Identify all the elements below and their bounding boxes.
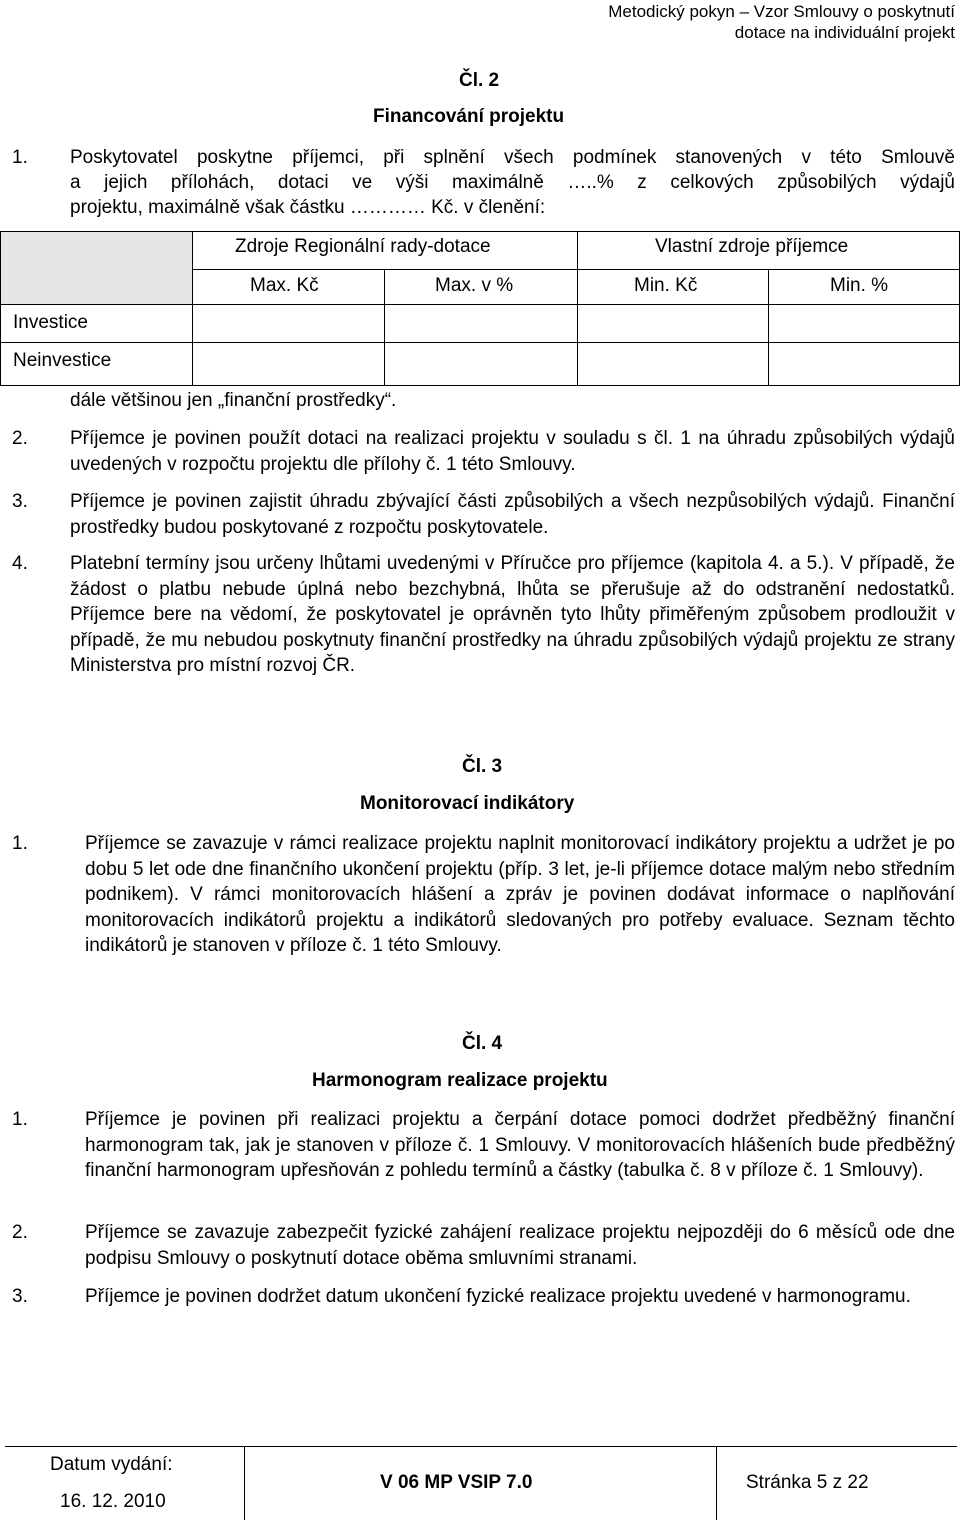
art4-p3-text: Příjemce je povinen dodržet datum ukončení fyzické realizace projektu uvedené v harmonogramu. xyxy=(85,1286,911,1307)
article-2-title: Financování projektu xyxy=(373,106,565,127)
article-3-title: Monitorovací indikátory xyxy=(360,793,575,814)
art4-p1-text: Příjemce je povinen při realizaci projektu a čerpání dotace pomoci dodržet předběžný finanční harmonogram tak, jak je stanoven v příloze č. 1 Smlouvy. V monitorovacích hlášeních bude předběžný finanční harmonogram upřesňován z pohledu termínů a částky (tabulka č. 8 v příloze č. 1 Smlouvy). xyxy=(85,1109,955,1181)
art2-p4-text: Platební termíny jsou určeny lhůtami uvedenými v Příručce pro příjemce (kapitola 4. a 5.). V případě, že žádost o platbu nebude úplná nebo bezchybná, lhůta se přerušuje až do odstranění nedostatků. Příjemce bere na vědomí, že poskytovatel je oprávněn tyto lhůty přiměřeným způsobem prodloužit v případě, že mu nebudou poskytnuty finanční prostředky na úhradu způsobilých výdajů projektu ze strany Ministerstva pro místní rozvoj ČR. xyxy=(70,553,955,676)
cell-inv-min-pct xyxy=(768,304,960,343)
article-4-number: Čl. 4 xyxy=(462,1033,503,1054)
art3-p1-text: Příjemce se zavazuje v rámci realizace projektu naplnit monitorovací indikátory projektu a udržet je po dobu 5 let ode dne finančního ukončení projektu (příp. 3 let, je-li příjemce dotace malým nebo středním podnikem). V rámci monitorovacích hlášení a zpráv je povinen dodávat informace o naplňování monitorovacích indikátorů projektu a indikátorů sledovaných pro potřeby evaluace. Seznam těchto indikátorů je stanoven v příloze č. 1 této Smlouvy. xyxy=(85,833,955,956)
art2-p1-line1: Poskytovatel poskytne příjemci, při splnění všech podmínek stanovených v této Smlouvě xyxy=(70,147,955,168)
footer-divider-1 xyxy=(244,1446,245,1520)
art4-p3-number: 3. xyxy=(12,1286,28,1307)
footer-divider-2 xyxy=(716,1446,717,1520)
table-header-sources xyxy=(192,231,578,270)
footer-page-number: Stránka 5 z 22 xyxy=(746,1472,869,1493)
table-header-own xyxy=(577,231,960,270)
subheader-max-pct xyxy=(384,269,578,305)
cell-ninv-max-pct xyxy=(384,342,578,386)
art2-p4-number: 4. xyxy=(12,553,28,574)
subheader-min-kc xyxy=(577,269,769,305)
subheader-max-kc xyxy=(192,269,385,305)
art3-p1-number: 1. xyxy=(12,833,28,854)
footer-date-label: Datum vydání: xyxy=(50,1454,173,1475)
art2-p1-line3: projektu, maximálně však částku ………… Kč. v členění: xyxy=(70,197,546,218)
art2-p2-number: 2. xyxy=(12,428,28,449)
art2-p1-tail: dále většinou jen „finanční prostředky“. xyxy=(70,390,397,411)
art4-p2-text: Příjemce se zavazuje zabezpečit fyzické zahájení realizace projektu nejpozději do 6 měsíců ode dne podpisu Smlouvy o poskytnutí dotace oběma smluvními stranami. xyxy=(85,1222,955,1269)
cell-ninv-max-kc xyxy=(192,342,385,386)
table-corner-cell xyxy=(0,231,193,305)
art2-p1-number: 1. xyxy=(12,147,28,168)
art2-p2-text: Příjemce je povinen použít dotaci na realizaci projektu v souladu s čl. 1 na úhradu způsobilých výdajů uvedených v rozpočtu projektu dle přílohy č. 1 této Smlouvy. xyxy=(70,428,955,475)
row-neinvestice-label: Neinvestice xyxy=(13,350,112,371)
cell-inv-min-kc xyxy=(577,304,769,343)
subheader-max-kc-label: Max. Kč xyxy=(250,275,319,296)
header-title-line2: dotace na individuální projekt xyxy=(734,23,955,42)
row-neinvestice xyxy=(0,342,193,386)
header-own-label: Vlastní zdroje příjemce xyxy=(655,236,849,257)
art4-p1-number: 1. xyxy=(12,1109,28,1130)
art4-p2-number: 2. xyxy=(12,1222,28,1243)
row-investice xyxy=(0,304,193,343)
footer-doc-code: V 06 MP VSIP 7.0 xyxy=(380,1472,533,1493)
subheader-max-pct-label: Max. v % xyxy=(435,275,514,296)
article-2-number: Čl. 2 xyxy=(459,70,500,91)
cell-ninv-min-kc xyxy=(577,342,769,386)
header-sources-label: Zdroje Regionální rady-dotace xyxy=(235,236,491,257)
cell-inv-max-kc xyxy=(192,304,385,343)
cell-inv-max-pct xyxy=(384,304,578,343)
subheader-min-pct xyxy=(768,269,960,305)
row-investice-label: Investice xyxy=(13,312,88,333)
cell-ninv-min-pct xyxy=(768,342,960,386)
art2-p3-number: 3. xyxy=(12,491,28,512)
art2-p3-text: Příjemce je povinen zajistit úhradu zbývající části způsobilých a všech nezpůsobilých výdajů. Finanční prostředky budou poskytované z rozpočtu poskytovatele. xyxy=(70,491,955,538)
art2-p1-line2: a jejich přílohách, dotaci ve výši maximálně …..% z celkových způsobilých výdajů xyxy=(70,172,955,193)
article-3-number: Čl. 3 xyxy=(462,756,503,777)
header-title-line1: Metodický pokyn – Vzor Smlouvy o poskytnutí xyxy=(608,2,955,21)
subheader-min-kc-label: Min. Kč xyxy=(634,275,698,296)
footer-date-value: 16. 12. 2010 xyxy=(60,1491,166,1512)
article-4-title: Harmonogram realizace projektu xyxy=(312,1070,608,1091)
subheader-min-pct-label: Min. % xyxy=(830,275,889,296)
